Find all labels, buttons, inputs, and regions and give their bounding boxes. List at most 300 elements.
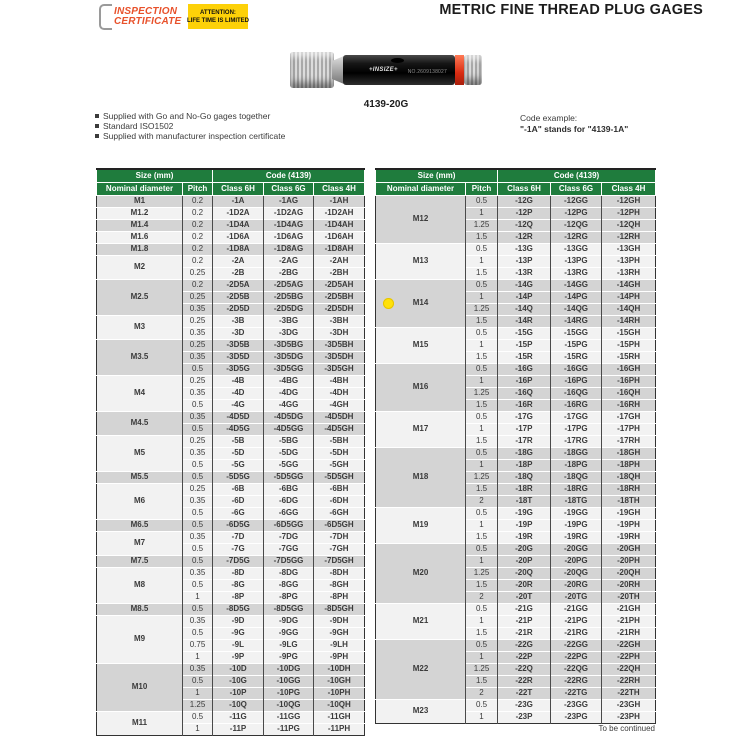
code-cell: -19GG bbox=[551, 507, 602, 519]
code-cell: -9LH bbox=[314, 639, 365, 651]
code-cell: -17P bbox=[498, 423, 551, 435]
pitch-cell: 1.25 bbox=[466, 567, 498, 579]
code-cell: -1AH bbox=[314, 195, 365, 207]
code-cell: -7G bbox=[213, 543, 264, 555]
no-go-red-ring bbox=[455, 55, 464, 85]
code-cell: -20R bbox=[498, 579, 551, 591]
code-cell: -16QH bbox=[602, 387, 656, 399]
code-cell: -16PH bbox=[602, 375, 656, 387]
code-cell: -1D4AG bbox=[264, 219, 314, 231]
code-cell: -3BG bbox=[264, 315, 314, 327]
code-cell: -4D5G bbox=[213, 423, 264, 435]
code-cell: -5B bbox=[213, 435, 264, 447]
code-cell: -17G bbox=[498, 411, 551, 423]
code-cell: -22GG bbox=[551, 639, 602, 651]
code-cell: -6D bbox=[213, 495, 264, 507]
code-cell: -12R bbox=[498, 231, 551, 243]
pitch-cell: 1 bbox=[466, 459, 498, 471]
code-cell: -2D5B bbox=[213, 291, 264, 303]
pitch-cell: 0.5 bbox=[183, 579, 213, 591]
table-row bbox=[97, 603, 365, 615]
pitch-cell: 0.5 bbox=[466, 639, 498, 651]
pitch-cell: 0.5 bbox=[183, 555, 213, 567]
code-cell: -22RG bbox=[551, 675, 602, 687]
code-cell: -4GG bbox=[264, 399, 314, 411]
pitch-cell: 1.25 bbox=[466, 387, 498, 399]
code-cell: -4D5GG bbox=[264, 423, 314, 435]
code-cell: -8DH bbox=[314, 567, 365, 579]
pitch-cell: 1 bbox=[183, 687, 213, 699]
inspection-certificate-label: INSPECTION CERTIFICATE bbox=[114, 6, 182, 27]
code-cell: -16RG bbox=[551, 399, 602, 411]
code-cell: -16GH bbox=[602, 363, 656, 375]
code-cell: -4D5D bbox=[213, 411, 264, 423]
table-row bbox=[97, 519, 365, 531]
code-cell: -15R bbox=[498, 351, 551, 363]
table-row bbox=[376, 411, 656, 423]
code-cell: -10PG bbox=[264, 687, 314, 699]
code-cell: -3D5D bbox=[213, 351, 264, 363]
code-cell: -3D bbox=[213, 327, 264, 339]
table-row bbox=[376, 327, 656, 339]
code-cell: -12QH bbox=[602, 219, 656, 231]
pitch-cell: 0.35 bbox=[183, 663, 213, 675]
code-cell: -6D5GH bbox=[314, 519, 365, 531]
pitch-cell: 1.5 bbox=[466, 483, 498, 495]
pitch-cell: 1 bbox=[466, 423, 498, 435]
code-cell: -19P bbox=[498, 519, 551, 531]
code-cell: -2D5A bbox=[213, 279, 264, 291]
nominal-diameter-cell: M18 bbox=[376, 447, 466, 507]
code-cell: -18P bbox=[498, 459, 551, 471]
code-cell: -8GH bbox=[314, 579, 365, 591]
pitch-cell: 0.2 bbox=[183, 243, 213, 255]
nominal-diameter-cell: M7.5 bbox=[97, 555, 183, 567]
code-cell: -6G bbox=[213, 507, 264, 519]
nominal-diameter-cell: M6 bbox=[97, 483, 183, 519]
nominal-diameter-cell: M16 bbox=[376, 363, 466, 411]
pitch-cell: 1 bbox=[466, 375, 498, 387]
code-cell: -2AH bbox=[314, 255, 365, 267]
code-cell: -19RG bbox=[551, 531, 602, 543]
code-cell: -1D4A bbox=[213, 219, 264, 231]
pitch-cell: 0.2 bbox=[183, 195, 213, 207]
code-cell: -17GG bbox=[551, 411, 602, 423]
code-cell: -6GG bbox=[264, 507, 314, 519]
code-cell: -5BG bbox=[264, 435, 314, 447]
code-cell: -1D2AH bbox=[314, 207, 365, 219]
pitch-cell: 1.25 bbox=[466, 471, 498, 483]
table-row bbox=[97, 207, 365, 219]
pitch-cell: 1 bbox=[183, 651, 213, 663]
nominal-diameter-cell: M20 bbox=[376, 543, 466, 603]
pitch-cell: 0.35 bbox=[183, 531, 213, 543]
plug-gage-image bbox=[290, 47, 482, 93]
code-cell: -14RH bbox=[602, 315, 656, 327]
code-example bbox=[520, 113, 628, 134]
code-cell: -1D2A bbox=[213, 207, 264, 219]
pitch-header: Pitch bbox=[466, 182, 498, 195]
pitch-cell: 0.5 bbox=[183, 459, 213, 471]
page-title: METRIC FINE THREAD PLUG GAGES bbox=[439, 2, 703, 18]
table-row bbox=[376, 279, 656, 291]
code-cell: -20G bbox=[498, 543, 551, 555]
code-cell: -12QG bbox=[551, 219, 602, 231]
code-cell: -2D5DG bbox=[264, 303, 314, 315]
pitch-cell: 1.5 bbox=[466, 315, 498, 327]
gage-hole bbox=[391, 58, 404, 63]
code-cell: -8D5GG bbox=[264, 603, 314, 615]
code-cell: -16G bbox=[498, 363, 551, 375]
pitch-cell: 0.5 bbox=[466, 507, 498, 519]
code-cell: -20QH bbox=[602, 567, 656, 579]
pitch-cell: 0.35 bbox=[183, 327, 213, 339]
code-cell: -3D5DG bbox=[264, 351, 314, 363]
pitch-cell: 0.25 bbox=[183, 315, 213, 327]
code-cell: -18TG bbox=[551, 495, 602, 507]
serial-number: NO.2609138027 bbox=[407, 69, 447, 75]
nominal-diameter-cell: M9 bbox=[97, 615, 183, 663]
nominal-diameter-cell: M2.5 bbox=[97, 279, 183, 315]
code-cell: -6BG bbox=[264, 483, 314, 495]
code-cell: -22GH bbox=[602, 639, 656, 651]
code-cell: -21RG bbox=[551, 627, 602, 639]
code-cell: -1D6AG bbox=[264, 231, 314, 243]
code-cell: -12PH bbox=[602, 207, 656, 219]
class-6g-header: Class 6G bbox=[264, 182, 314, 195]
pitch-cell: 0.5 bbox=[183, 423, 213, 435]
code-cell: -15G bbox=[498, 327, 551, 339]
code-cell: -14RG bbox=[551, 315, 602, 327]
feature-item: Supplied with manufacturer inspection certificate bbox=[95, 131, 285, 141]
pitch-cell: 1.25 bbox=[183, 699, 213, 711]
code-example-text: "-1A" stands for "4139-1A" bbox=[520, 123, 629, 134]
pitch-cell: 0.5 bbox=[466, 327, 498, 339]
nominal-diameter-cell: M12 bbox=[376, 195, 466, 243]
pitch-cell: 1.5 bbox=[466, 675, 498, 687]
code-cell: -14GH bbox=[602, 279, 656, 291]
nominal-diameter-cell: M8 bbox=[97, 567, 183, 603]
code-cell: -2BH bbox=[314, 267, 365, 279]
pitch-cell: 1 bbox=[466, 615, 498, 627]
pitch-cell: 0.35 bbox=[183, 351, 213, 363]
table-row bbox=[97, 243, 365, 255]
code-cell: -5DH bbox=[314, 447, 365, 459]
product-code-caption: 4139-20G bbox=[363, 99, 409, 110]
code-cell: -19RH bbox=[602, 531, 656, 543]
code-cell: -9LG bbox=[264, 639, 314, 651]
code-cell: -12RH bbox=[602, 231, 656, 243]
code-cell: -10GG bbox=[264, 675, 314, 687]
code-cell: -9D bbox=[213, 615, 264, 627]
code-cell: -3D5B bbox=[213, 339, 264, 351]
code-cell: -1D6AH bbox=[314, 231, 365, 243]
code-cell: -5DG bbox=[264, 447, 314, 459]
table-row bbox=[376, 603, 656, 615]
no-go-thread-end bbox=[464, 55, 482, 85]
code-cell: -22P bbox=[498, 651, 551, 663]
code-cell: -13RG bbox=[551, 267, 602, 279]
code-header: Code (4139) bbox=[498, 169, 656, 182]
code-cell: -17RH bbox=[602, 435, 656, 447]
code-cell: -22RH bbox=[602, 675, 656, 687]
nominal-diameter-cell: M1.4 bbox=[97, 219, 183, 231]
code-cell: -20P bbox=[498, 555, 551, 567]
class-6h-header: Class 6H bbox=[498, 182, 551, 195]
code-cell: -10D bbox=[213, 663, 264, 675]
nominal-diameter-cell: M5.5 bbox=[97, 471, 183, 483]
code-cell: -8D5G bbox=[213, 603, 264, 615]
code-cell: -2D5DH bbox=[314, 303, 365, 315]
table-row bbox=[376, 243, 656, 255]
table-row bbox=[97, 471, 365, 483]
nominal-diameter-cell: M19 bbox=[376, 507, 466, 543]
code-cell: -13GG bbox=[551, 243, 602, 255]
size-header: Size (mm) bbox=[376, 169, 498, 182]
code-cell: -2D5AH bbox=[314, 279, 365, 291]
pitch-cell: 0.25 bbox=[183, 435, 213, 447]
code-cell: -17R bbox=[498, 435, 551, 447]
pitch-cell: 0.5 bbox=[183, 603, 213, 615]
table-row bbox=[97, 411, 365, 423]
gage-table-left bbox=[96, 168, 365, 736]
code-cell: -11GH bbox=[314, 711, 365, 723]
code-cell: -14QG bbox=[551, 303, 602, 315]
code-cell: -14P bbox=[498, 291, 551, 303]
pitch-cell: 1.5 bbox=[466, 579, 498, 591]
code-cell: -8PG bbox=[264, 591, 314, 603]
class-6h-header: Class 6H bbox=[213, 182, 264, 195]
code-cell: -1D8AG bbox=[264, 243, 314, 255]
pitch-cell: 0.5 bbox=[466, 411, 498, 423]
code-cell: -13P bbox=[498, 255, 551, 267]
code-cell: -16Q bbox=[498, 387, 551, 399]
table-row bbox=[97, 375, 365, 387]
table-row bbox=[376, 543, 656, 555]
table-row bbox=[376, 447, 656, 459]
code-cell: -2BG bbox=[264, 267, 314, 279]
code-cell: -23GG bbox=[551, 699, 602, 711]
code-cell: -13GH bbox=[602, 243, 656, 255]
code-cell: -8G bbox=[213, 579, 264, 591]
code-cell: -5GH bbox=[314, 459, 365, 471]
code-cell: -13PH bbox=[602, 255, 656, 267]
code-cell: -9DH bbox=[314, 615, 365, 627]
code-cell: -21GH bbox=[602, 603, 656, 615]
code-cell: -20PG bbox=[551, 555, 602, 567]
nominal-diameter-cell: M8.5 bbox=[97, 603, 183, 615]
code-cell: -22QH bbox=[602, 663, 656, 675]
code-cell: -22PG bbox=[551, 651, 602, 663]
code-cell: -16R bbox=[498, 399, 551, 411]
code-cell: -10DG bbox=[264, 663, 314, 675]
pitch-cell: 0.35 bbox=[183, 567, 213, 579]
code-cell: -3DH bbox=[314, 327, 365, 339]
code-cell: -5G bbox=[213, 459, 264, 471]
pitch-cell: 0.5 bbox=[183, 627, 213, 639]
code-cell: -3DG bbox=[264, 327, 314, 339]
pitch-cell: 2 bbox=[466, 495, 498, 507]
code-cell: -12PG bbox=[551, 207, 602, 219]
code-cell: -15GH bbox=[602, 327, 656, 339]
feature-item: Supplied with Go and No-Go gages together bbox=[95, 111, 285, 121]
code-cell: -20RH bbox=[602, 579, 656, 591]
brand-label: +INSIZE+ bbox=[369, 67, 398, 73]
pitch-cell: 0.25 bbox=[183, 291, 213, 303]
code-cell: -6BH bbox=[314, 483, 365, 495]
table-row bbox=[97, 663, 365, 675]
pitch-cell: 1.5 bbox=[466, 531, 498, 543]
nominal-diameter-cell: M3.5 bbox=[97, 339, 183, 375]
code-cell: -6DG bbox=[264, 495, 314, 507]
pitch-cell: 0.35 bbox=[183, 615, 213, 627]
table-row bbox=[97, 711, 365, 723]
pitch-cell: 1.5 bbox=[466, 231, 498, 243]
bullet-square-icon bbox=[95, 114, 99, 118]
code-example-label: Code example: bbox=[520, 113, 578, 123]
code-cell: -18PH bbox=[602, 459, 656, 471]
code-cell: -23GH bbox=[602, 699, 656, 711]
pitch-cell: 0.5 bbox=[466, 195, 498, 207]
code-cell: -3D5GG bbox=[264, 363, 314, 375]
pitch-cell: 0.2 bbox=[183, 279, 213, 291]
nominal-diameter-cell: M1 bbox=[97, 195, 183, 207]
pitch-cell: 0.75 bbox=[183, 639, 213, 651]
code-cell: -11G bbox=[213, 711, 264, 723]
code-cell: -5BH bbox=[314, 435, 365, 447]
code-cell: -11P bbox=[213, 723, 264, 735]
gage-table-right bbox=[375, 168, 656, 724]
nominal-diameter-cell: M13 bbox=[376, 243, 466, 279]
code-cell: -23P bbox=[498, 711, 551, 723]
code-cell: -9DG bbox=[264, 615, 314, 627]
code-cell: -10PH bbox=[314, 687, 365, 699]
nominal-diameter-cell: M5 bbox=[97, 435, 183, 471]
code-cell: -4D5DG bbox=[264, 411, 314, 423]
code-cell: -16P bbox=[498, 375, 551, 387]
code-cell: -14R bbox=[498, 315, 551, 327]
pitch-cell: 1 bbox=[466, 651, 498, 663]
code-cell: -8D bbox=[213, 567, 264, 579]
code-cell: -20TH bbox=[602, 591, 656, 603]
code-cell: -9G bbox=[213, 627, 264, 639]
code-cell: -7DH bbox=[314, 531, 365, 543]
nominal-diameter-cell: M1.2 bbox=[97, 207, 183, 219]
code-cell: -2D5BH bbox=[314, 291, 365, 303]
go-thread-end bbox=[290, 52, 334, 88]
code-cell: -14PG bbox=[551, 291, 602, 303]
code-cell: -6D5G bbox=[213, 519, 264, 531]
code-cell: -22QG bbox=[551, 663, 602, 675]
code-cell: -12GG bbox=[551, 195, 602, 207]
code-cell: -23PG bbox=[551, 711, 602, 723]
code-cell: -1D8AH bbox=[314, 243, 365, 255]
code-cell: -9PH bbox=[314, 651, 365, 663]
code-cell: -4BG bbox=[264, 375, 314, 387]
code-cell: -18PG bbox=[551, 459, 602, 471]
code-cell: -10QG bbox=[264, 699, 314, 711]
code-cell: -6B bbox=[213, 483, 264, 495]
code-cell: -20RG bbox=[551, 579, 602, 591]
pitch-cell: 0.25 bbox=[183, 267, 213, 279]
code-cell: -14QH bbox=[602, 303, 656, 315]
code-cell: -4B bbox=[213, 375, 264, 387]
code-cell: -19G bbox=[498, 507, 551, 519]
size-header: Size (mm) bbox=[97, 169, 213, 182]
code-cell: -13R bbox=[498, 267, 551, 279]
pitch-cell: 1.25 bbox=[466, 303, 498, 315]
pitch-cell: 0.25 bbox=[183, 339, 213, 351]
nominal-diameter-cell: M15 bbox=[376, 327, 466, 363]
code-cell: -12Q bbox=[498, 219, 551, 231]
code-cell: -2D5BG bbox=[264, 291, 314, 303]
table-row bbox=[376, 699, 656, 711]
code-cell: -14Q bbox=[498, 303, 551, 315]
table-row bbox=[97, 567, 365, 579]
code-cell: -1D8A bbox=[213, 243, 264, 255]
code-cell: -22T bbox=[498, 687, 551, 699]
code-cell: -1D2AG bbox=[264, 207, 314, 219]
code-cell: -10GH bbox=[314, 675, 365, 687]
code-cell: -20QG bbox=[551, 567, 602, 579]
code-cell: -4DG bbox=[264, 387, 314, 399]
pitch-cell: 0.35 bbox=[183, 387, 213, 399]
gage-handle bbox=[343, 55, 455, 85]
code-cell: -18GH bbox=[602, 447, 656, 459]
code-cell: -22Q bbox=[498, 663, 551, 675]
code-cell: -4D bbox=[213, 387, 264, 399]
table-row bbox=[97, 339, 365, 351]
code-cell: -17PH bbox=[602, 423, 656, 435]
pitch-cell: 0.5 bbox=[183, 519, 213, 531]
to-be-continued-note: To be continued bbox=[598, 724, 655, 733]
code-cell: -18GG bbox=[551, 447, 602, 459]
code-cell: -14PH bbox=[602, 291, 656, 303]
code-cell: -7D5G bbox=[213, 555, 264, 567]
code-cell: -16GG bbox=[551, 363, 602, 375]
code-cell: -9GG bbox=[264, 627, 314, 639]
code-cell: -9L bbox=[213, 639, 264, 651]
table-row bbox=[376, 507, 656, 519]
code-cell: -5D5G bbox=[213, 471, 264, 483]
code-cell: -16QG bbox=[551, 387, 602, 399]
pitch-cell: 1 bbox=[183, 723, 213, 735]
code-cell: -11PG bbox=[264, 723, 314, 735]
code-cell: -17PG bbox=[551, 423, 602, 435]
code-cell: -7GH bbox=[314, 543, 365, 555]
pitch-cell: 0.25 bbox=[183, 375, 213, 387]
table-row bbox=[376, 195, 656, 207]
code-cell: -22R bbox=[498, 675, 551, 687]
code-cell: -20GH bbox=[602, 543, 656, 555]
code-cell: -9GH bbox=[314, 627, 365, 639]
pitch-cell: 0.5 bbox=[466, 603, 498, 615]
table-row bbox=[97, 615, 365, 627]
pitch-cell: 0.2 bbox=[183, 219, 213, 231]
code-cell: -7D5GG bbox=[264, 555, 314, 567]
code-cell: -16RH bbox=[602, 399, 656, 411]
code-cell: -18T bbox=[498, 495, 551, 507]
code-cell: -11GG bbox=[264, 711, 314, 723]
pitch-cell: 1.5 bbox=[466, 351, 498, 363]
nominal-diameter-cell: M1.8 bbox=[97, 243, 183, 255]
nominal-diameter-cell: M10 bbox=[97, 663, 183, 711]
code-cell: -20Q bbox=[498, 567, 551, 579]
code-cell: -4D5GH bbox=[314, 423, 365, 435]
code-header: Code (4139) bbox=[213, 169, 365, 182]
feature-list bbox=[95, 111, 285, 141]
pitch-cell: 0.35 bbox=[183, 447, 213, 459]
